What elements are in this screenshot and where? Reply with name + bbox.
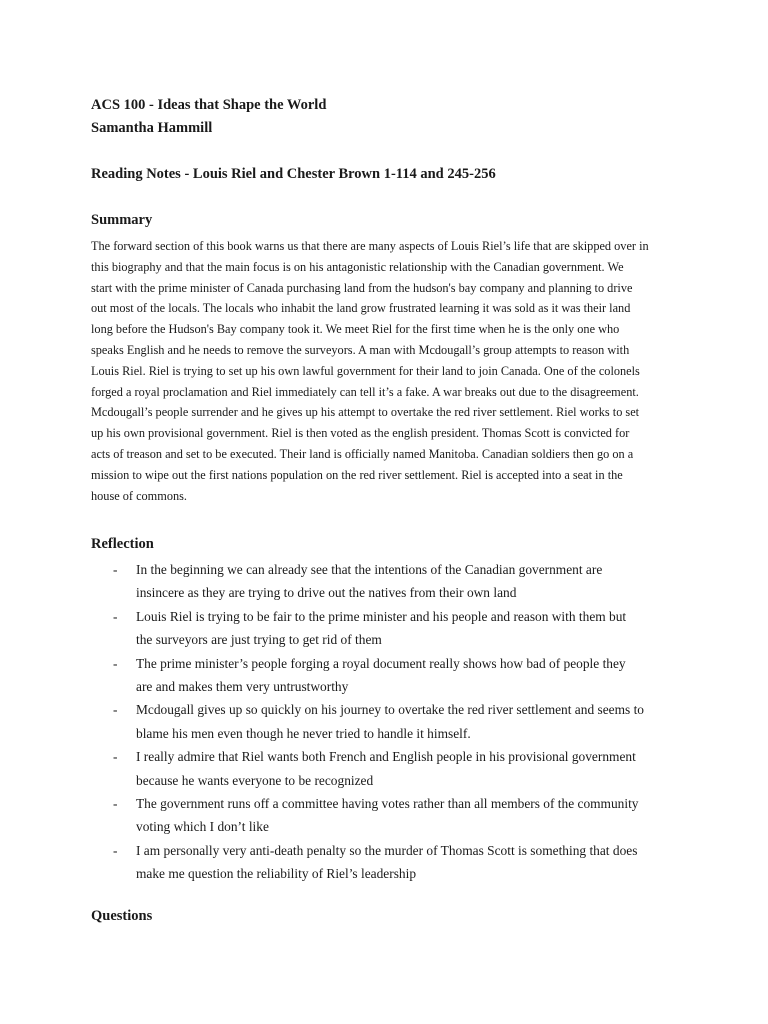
bullet-dash: - [113,749,118,765]
bullet-dash: - [113,842,118,858]
list-item-line: I am personally very anti-death penalty so the murder of Thomas Scott is something that does [136,842,638,858]
summary-line: up his own provisional government. Riel is then voted as the english president. Thomas Scott is convicted for [91,426,630,441]
list-item-line: make me question the reliability of Riel’s leadership [136,866,417,882]
summary-line: Mcdougall’s people surrender and he gives up his attempt to overtake the red river settlement. Riel works to set [91,405,640,420]
summary-line: house of commons. [91,488,187,503]
summary-line: Louis Riel. Riel is trying to set up his own lawful government for their land to join Canada. One of the colonels [91,363,640,378]
summary-line: long before the Hudson's Bay company took it. We meet Riel for the first time when he is the only one who [91,322,620,337]
summary-line: this biography and that the main focus is on his antagonistic relationship with the Canadian government. We [91,259,624,274]
author-name: Samantha Hammill [91,120,213,136]
list-item-line: blame his men even though he never tried to handle it himself. [136,725,471,741]
list-item [113,698,683,745]
bullet-dash: - [113,655,118,671]
list-item-line: Louis Riel is trying to be fair to the prime minister and his people and reason with them but [136,608,627,624]
list-item-line: are and makes them very untrustworthy [136,679,349,695]
summary-line: acts of treason and set to be executed. Their land is officially named Manitoba. Canadian soldiers then go on a [91,446,634,461]
list-item-line: voting which I don’t like [136,819,269,835]
bullet-dash: - [113,608,118,624]
list-item-line: because he wants everyone to be recognized [136,772,374,788]
questions-heading: Questions [91,908,153,924]
document-title: Reading Notes - Louis Riel and Chester Brown 1-114 and 245-256 [91,166,496,182]
bullet-dash: - [113,562,118,577]
list-item-line: the surveyors are just trying to get rid of them [136,632,382,648]
list-item-line: In the beginning we can already see that the intentions of the Canadian government are [136,562,603,577]
list-item-line: The prime minister’s people forging a royal document really shows how bad of people they [136,655,626,671]
summary-line: mission to wipe out the first nations population on the red river settlement. Riel is accepted into a seat in the [91,467,623,482]
course-title: ACS 100 - Ideas that Shape the World [91,97,327,113]
summary-line: out most of the locals. The locals who inhabit the land grow frustrated learning it was sold as it was their land [91,301,631,316]
list-item [113,558,683,605]
list-item [113,605,683,652]
summary-heading: Summary [91,212,153,228]
summary-paragraph [91,236,681,506]
list-item [113,745,683,792]
list-item [113,652,683,699]
bullet-dash: - [113,796,118,812]
summary-line: forged a royal proclamation and Riel immediately can tell it’s a fake. A war breaks out due to the disagreement. [91,384,639,399]
reflection-list [113,558,683,886]
list-item [113,792,683,839]
summary-line: start with the prime minister of Canada purchasing land from the hudson's bay company and planning to drive [91,280,633,295]
reflection-heading: Reflection [91,536,154,552]
bullet-dash: - [113,702,118,718]
list-item-line: insincere as they are trying to drive out the natives from their own land [136,585,517,601]
list-item-line: I really admire that Riel wants both French and English people in his provisional government [136,749,636,765]
list-item-line: Mcdougall gives up so quickly on his journey to overtake the red river settlement and seems to [136,702,644,718]
summary-line: The forward section of this book warns us that there are many aspects of Louis Riel’s life that are skipped over in [91,239,649,253]
list-item [113,839,683,886]
summary-line: speaks English and he needs to remove the surveyors. A man with Mcdougall’s group attempts to reason with [91,342,630,357]
list-item-line: The government runs off a committee having votes rather than all members of the community [136,796,639,812]
